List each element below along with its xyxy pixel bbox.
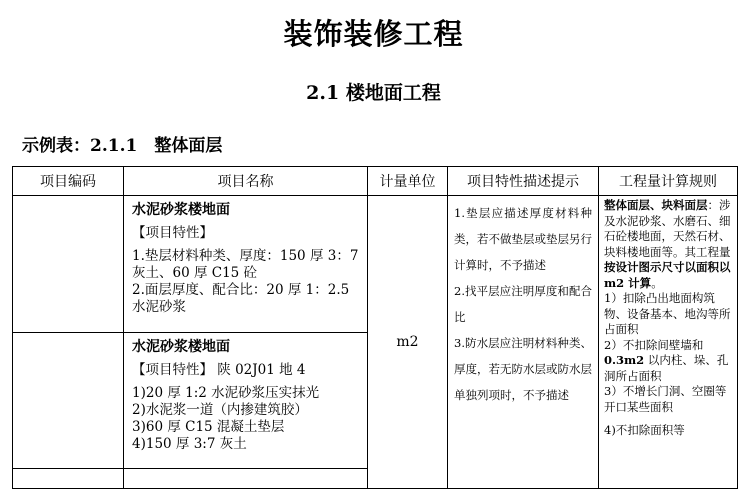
item-code-cell [13, 196, 124, 333]
feature-line: 2.面层厚度、配合比：20 厚 1：2.5 水泥砂浆 [132, 282, 350, 315]
item-name: 水泥砂浆楼地面 [132, 339, 230, 355]
table-row [13, 196, 738, 333]
rule-text: 2）不扣除间壁墙和 [604, 337, 704, 352]
item-name: 水泥砂浆楼地面 [132, 202, 230, 218]
hint-line: 2.找平层应注明厚度和配合比 [454, 284, 592, 324]
header-feature-hint: 项目特性描述提示 [448, 167, 599, 196]
feature-line: 3)60 厚 C15 混凝土垫层 [132, 419, 285, 435]
chapter-subtitle: 2.1 楼地面工程 [306, 82, 441, 104]
section-heading: 示例表：2.1.1 整体面层 [22, 136, 223, 156]
rule-p1 [604, 198, 731, 290]
unit-cell: m2 [368, 196, 448, 489]
header-unit: 计量单位 [368, 167, 448, 196]
item-name-cell [124, 196, 368, 333]
rule-text: ：涉及水泥砂浆、水磨石、细石砼楼地面，天然石材、块料楼地面等。其工程量 [604, 198, 731, 259]
feature-line: 4)150 厚 3:7 灰土 [132, 436, 247, 452]
item-code-cell [13, 469, 124, 489]
header-item-name: 项目名称 [124, 167, 368, 196]
rule-bold-term: 按设计图示尺寸以面积以 m2 计算 [604, 260, 731, 290]
bill-of-quantities-table [12, 166, 738, 489]
feature-title: 【项目特性】 陕 02J01 地 4 [132, 362, 306, 378]
hint-line: 1.垫层应描述厚度材料种类，若不做垫层或垫层另行计算时，不予描述 [454, 206, 592, 272]
table-header-row [13, 167, 738, 196]
rule-p5: 4)不扣除面积等 [604, 423, 685, 437]
item-name-cell [124, 333, 368, 469]
calc-rule-cell [599, 196, 738, 489]
hint-line: 3.防水层应注明材料种类、厚度，若无防水层或防水层单独列项时，不予描述 [454, 336, 592, 402]
rule-text: 以内柱、垛、孔洞所占面积 [604, 353, 729, 383]
feature-title: 【项目特性】 [132, 225, 213, 241]
document-title: 装饰装修工程 [283, 17, 464, 51]
rule-text: 。 [651, 275, 663, 290]
item-code-cell [13, 333, 124, 469]
header-calc-rule: 工程量计算规则 [599, 167, 738, 196]
feature-line: 1.垫层材料种类、厚度：150 厚 3：7 灰土、60 厚 C15 砼 [132, 248, 359, 281]
feature-hint-cell [448, 196, 599, 489]
item-name-cell [124, 469, 368, 489]
header-item-code: 项目编码 [13, 167, 124, 196]
rule-p2: 1）扣除凸出地面构筑物、设备基本、地沟等所占面积 [604, 291, 731, 336]
feature-line: 1)20 厚 1:2 水泥砂浆压实抹光 [132, 385, 320, 401]
rule-bold-term: 0.3m2 [604, 353, 645, 367]
feature-line: 2)水泥浆一道（内掺建筑胶） [132, 402, 308, 418]
rule-p3 [604, 338, 733, 385]
rule-p4: 3）不增长门洞、空圈等开口某些面积 [604, 384, 727, 414]
rule-bold-term: 整体面层、块料面层 [604, 198, 708, 212]
